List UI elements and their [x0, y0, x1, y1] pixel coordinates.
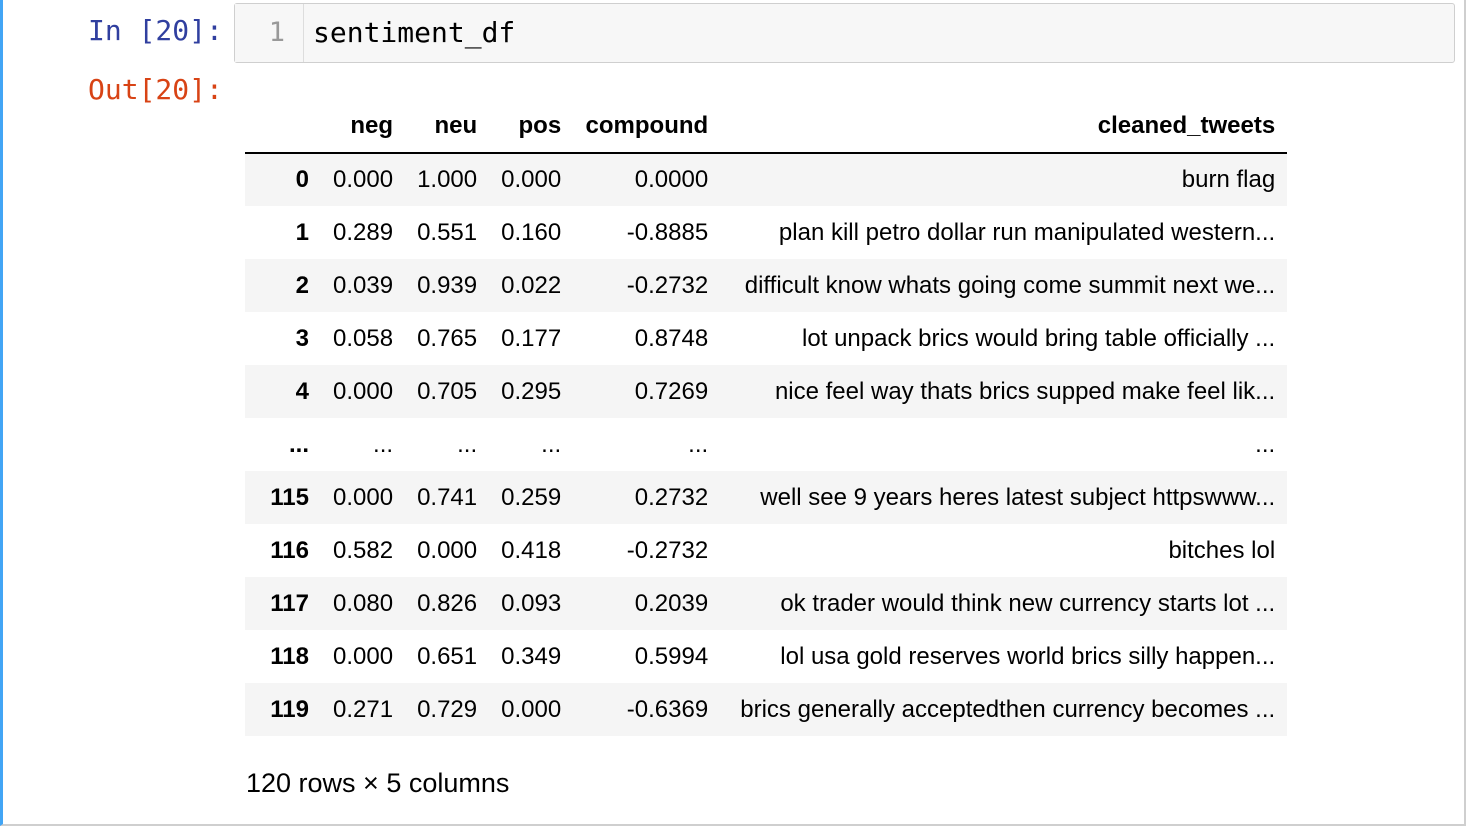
cell-compound: 0.7269 — [634, 377, 709, 405]
row-index: 4 — [295, 377, 309, 405]
row-index: 115 — [270, 483, 309, 511]
cell-neg: 0.000 — [333, 642, 394, 670]
cell-pos: 0.418 — [501, 536, 562, 564]
cell-pos: 0.000 — [501, 166, 562, 193]
table-row — [245, 312, 1287, 365]
cell-neg: 0.000 — [333, 483, 394, 511]
cell-neg: 0.080 — [333, 589, 394, 617]
cell-neu: 0.765 — [417, 324, 478, 352]
code-input-area[interactable] — [234, 3, 1455, 63]
cell-compound: -0.2732 — [626, 536, 709, 564]
cell-compound: -0.8885 — [626, 218, 709, 246]
cell-cleaned-tweets: difficult know whats going come summit next we... — [744, 271, 1276, 299]
cell-cleaned-tweets: well see 9 years heres latest subject httpswww... — [760, 483, 1276, 511]
cell-neu: ... — [457, 430, 478, 458]
row-index: 0 — [295, 166, 309, 193]
cell-pos: 0.259 — [501, 483, 562, 511]
table-row-ellipsis — [245, 418, 1287, 471]
cell-neu: 0.651 — [417, 642, 478, 670]
output-prompt: Out[20]: — [88, 73, 223, 106]
table-header-row — [245, 100, 1287, 153]
cell-neu: 0.000 — [417, 536, 478, 564]
cell-cleaned-tweets: burn flag — [1181, 166, 1276, 193]
table-row — [245, 259, 1287, 312]
cell-neg: 0.039 — [333, 271, 394, 299]
row-index: 117 — [270, 589, 309, 617]
table-row — [245, 153, 1287, 206]
cell-neg: 0.000 — [333, 377, 394, 405]
input-prompt: In [20]: — [88, 14, 223, 47]
row-index: 3 — [295, 324, 309, 352]
row-index: 118 — [270, 642, 309, 670]
table-row — [245, 630, 1287, 683]
line-number: 1 — [268, 17, 285, 48]
cell-neg: 0.582 — [333, 536, 394, 564]
cell-compound: -0.6369 — [626, 695, 709, 723]
cell-neu: 1.000 — [417, 166, 478, 193]
dataframe-shape-summary: 120 rows × 5 columns — [246, 768, 510, 798]
cell-compound: 0.2039 — [634, 589, 709, 617]
cell-cleaned-tweets: nice feel way thats brics supped make feel lik... — [774, 377, 1276, 405]
cell-compound: -0.2732 — [626, 271, 709, 299]
cell-pos: ... — [541, 430, 562, 458]
cell-neu: 0.729 — [417, 695, 478, 723]
column-header-index — [245, 100, 321, 153]
line-number-gutter — [235, 4, 304, 62]
cell-neu: 0.705 — [417, 377, 478, 405]
cell-compound: 0.8748 — [634, 324, 709, 352]
cell-neu: 0.826 — [417, 589, 478, 617]
cell-pos: 0.349 — [501, 642, 562, 670]
code-text[interactable]: sentiment_df — [313, 16, 516, 49]
dataframe-table — [245, 100, 1287, 736]
cell-pos: 0.160 — [501, 218, 562, 246]
cell-cleaned-tweets: lot unpack brics would bring table officially ... — [802, 324, 1276, 352]
cell-cleaned-tweets: plan kill petro dollar run manipulated western... — [778, 218, 1276, 246]
cell-neg: 0.000 — [333, 166, 394, 193]
cell-neu: 0.551 — [417, 218, 478, 246]
cell-neg: 0.271 — [333, 695, 394, 723]
cell-pos: 0.295 — [501, 377, 562, 405]
row-index: ... — [288, 430, 309, 458]
cell-compound: ... — [688, 430, 709, 458]
table-row — [245, 524, 1287, 577]
cell-cleaned-tweets: ok trader would think new currency starts lot ... — [780, 589, 1276, 617]
cell-pos: 0.093 — [501, 589, 562, 617]
cell-neu: 0.741 — [417, 483, 478, 511]
cell-neg: 0.058 — [333, 324, 394, 352]
row-index: 1 — [295, 218, 309, 246]
cell-cleaned-tweets: brics generally acceptedthen currency becomes ... — [740, 695, 1276, 723]
table-row — [245, 471, 1287, 524]
cell-cleaned-tweets: ... — [1255, 430, 1276, 458]
cell-compound: 0.5994 — [634, 642, 709, 670]
table-row — [245, 683, 1287, 736]
cell-neg: ... — [373, 430, 394, 458]
cell-cleaned-tweets: lol usa gold reserves world brics silly happen... — [780, 642, 1276, 670]
column-header-neg: neg — [321, 100, 405, 153]
cell-pos: 0.000 — [501, 695, 562, 723]
cell-compound: 0.0000 — [634, 166, 709, 193]
cell-neu: 0.939 — [417, 271, 478, 299]
cell-pos: 0.177 — [501, 324, 562, 352]
table-row — [245, 206, 1287, 259]
row-index: 116 — [270, 536, 309, 564]
column-header-compound: compound — [573, 100, 720, 153]
table-row — [245, 365, 1287, 418]
row-index: 2 — [295, 271, 309, 299]
cell-cleaned-tweets: bitches lol — [1168, 536, 1276, 564]
cell-compound: 0.2732 — [634, 483, 709, 511]
column-header-cleaned-tweets: cleaned_tweets — [720, 100, 1287, 153]
column-header-pos: pos — [489, 100, 573, 153]
table-row — [245, 577, 1287, 630]
column-header-neu: neu — [405, 100, 489, 153]
row-index: 119 — [270, 695, 309, 723]
cell-neg: 0.289 — [333, 218, 394, 246]
cell-pos: 0.022 — [501, 271, 562, 299]
